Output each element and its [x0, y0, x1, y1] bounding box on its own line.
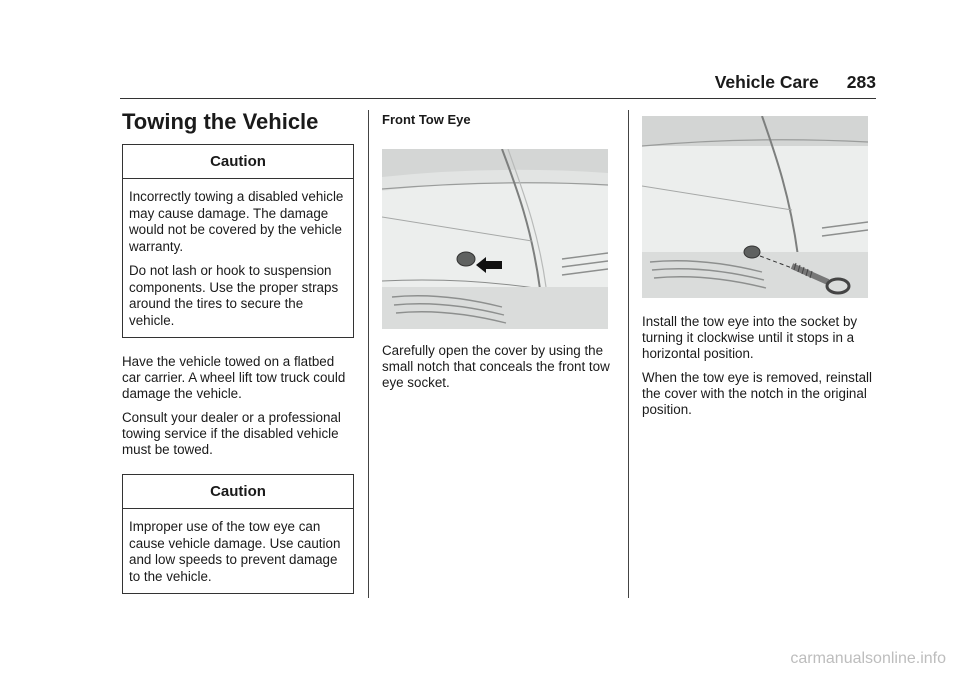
caution-text: Incorrectly towing a disabled vehicle may cause damage. The damage would not be covered by the vehicle warranty. [129, 189, 344, 254]
watermark: carmanualsonline.info [790, 650, 946, 667]
column-1 [122, 108, 354, 594]
body-paragraph: Have the vehicle towed on a flatbed car carrier. A wheel lift tow truck could damage the vehicle. [122, 354, 346, 401]
body-paragraph: Consult your dealer or a professional towing service if the disabled vehicle must be towed. [122, 410, 341, 457]
caution-box-2 [122, 474, 354, 594]
page-number: 283 [846, 72, 876, 92]
column-3 [642, 112, 876, 418]
body-paragraph: Carefully open the cover by using the small notch that conceals the front tow eye socket. [382, 343, 610, 390]
section-name: Vehicle Care [714, 72, 819, 92]
page-header [680, 72, 876, 93]
body-paragraph: Install the tow eye into the socket by turning it clockwise until it stops in a horizontal position. [642, 314, 858, 361]
section-title: Towing the Vehicle [122, 109, 319, 134]
caution-box-1 [122, 144, 354, 338]
header-divider [120, 98, 876, 99]
tow-eye-cover-illustration [382, 149, 608, 329]
column-2 [382, 112, 612, 391]
tow-eye-install-illustration [642, 116, 868, 298]
subheading: Front Tow Eye [382, 112, 471, 127]
caution-text: Improper use of the tow eye can cause vehicle damage. Use caution and low speeds to prevent damage to the vehicle. [129, 519, 341, 584]
caution-text: Do not lash or hook to suspension components. Use the proper straps around the tires to secure the vehicle. [129, 263, 339, 328]
caution-heading: Caution [123, 475, 353, 509]
column-divider-1 [368, 110, 369, 598]
caution-heading: Caution [123, 145, 353, 179]
column-divider-2 [628, 110, 629, 598]
body-paragraph: When the tow eye is removed, reinstall the cover with the notch in the original position. [642, 370, 872, 417]
